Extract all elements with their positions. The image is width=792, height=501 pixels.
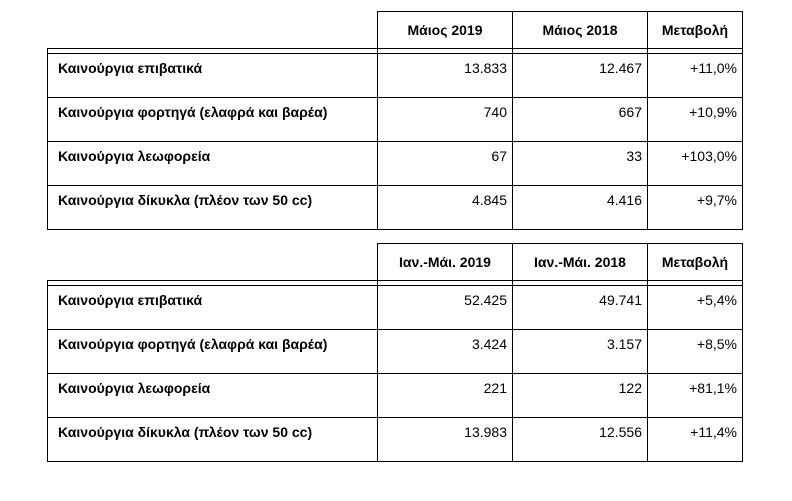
value-2019: 13.983 <box>378 418 513 462</box>
value-2019: 13.833 <box>378 54 513 98</box>
change-value: +103,0% <box>648 142 743 186</box>
column-header: Μεταβολή <box>648 12 743 49</box>
change-value: +5,4% <box>648 286 743 330</box>
value-2018: 33 <box>513 142 648 186</box>
table-header-row <box>48 244 743 281</box>
value-2019: 221 <box>378 374 513 418</box>
column-header: Μάιος 2018 <box>513 12 648 49</box>
row-label: Καινούργια επιβατικά <box>48 286 378 330</box>
column-header: Μεταβολή <box>648 244 743 281</box>
value-2018: 122 <box>513 374 648 418</box>
table-row <box>48 374 743 418</box>
value-2018: 12.556 <box>513 418 648 462</box>
value-2019: 67 <box>378 142 513 186</box>
table-header-row <box>48 12 743 49</box>
row-label: Καινούργια φορτηγά (ελαφρά και βαρέα) <box>48 330 378 374</box>
corner-cell <box>48 244 378 281</box>
value-2018: 4.416 <box>513 186 648 230</box>
value-2019: 4.845 <box>378 186 513 230</box>
change-value: +11,4% <box>648 418 743 462</box>
change-value: +10,9% <box>648 98 743 142</box>
column-header: Ιαν.-Μάι. 2019 <box>378 244 513 281</box>
table-row <box>48 54 743 98</box>
value-2019: 740 <box>378 98 513 142</box>
value-2018: 12.467 <box>513 54 648 98</box>
row-label: Καινούργια δίκυκλα (πλέον των 50 cc) <box>48 186 378 230</box>
value-2018: 667 <box>513 98 648 142</box>
change-value: +81,1% <box>648 374 743 418</box>
column-header: Μάιος 2019 <box>378 12 513 49</box>
table-row <box>48 186 743 230</box>
row-label: Καινούργια δίκυκλα (πλέον των 50 cc) <box>48 418 378 462</box>
row-label: Καινούργια φορτηγά (ελαφρά και βαρέα) <box>48 98 378 142</box>
change-value: +11,0% <box>648 54 743 98</box>
row-label: Καινούργια λεωφορεία <box>48 142 378 186</box>
table-row <box>48 142 743 186</box>
change-value: +8,5% <box>648 330 743 374</box>
year-to-date-registrations-table <box>47 243 743 462</box>
change-value: +9,7% <box>648 186 743 230</box>
table-row <box>48 418 743 462</box>
corner-cell <box>48 12 378 49</box>
value-2018: 49.741 <box>513 286 648 330</box>
table-row <box>48 98 743 142</box>
value-2019: 52.425 <box>378 286 513 330</box>
value-2019: 3.424 <box>378 330 513 374</box>
value-2018: 3.157 <box>513 330 648 374</box>
row-label: Καινούργια λεωφορεία <box>48 374 378 418</box>
table-row <box>48 286 743 330</box>
monthly-registrations-table <box>47 11 743 230</box>
column-header: Ιαν.-Μάι. 2018 <box>513 244 648 281</box>
row-label: Καινούργια επιβατικά <box>48 54 378 98</box>
table-row <box>48 330 743 374</box>
